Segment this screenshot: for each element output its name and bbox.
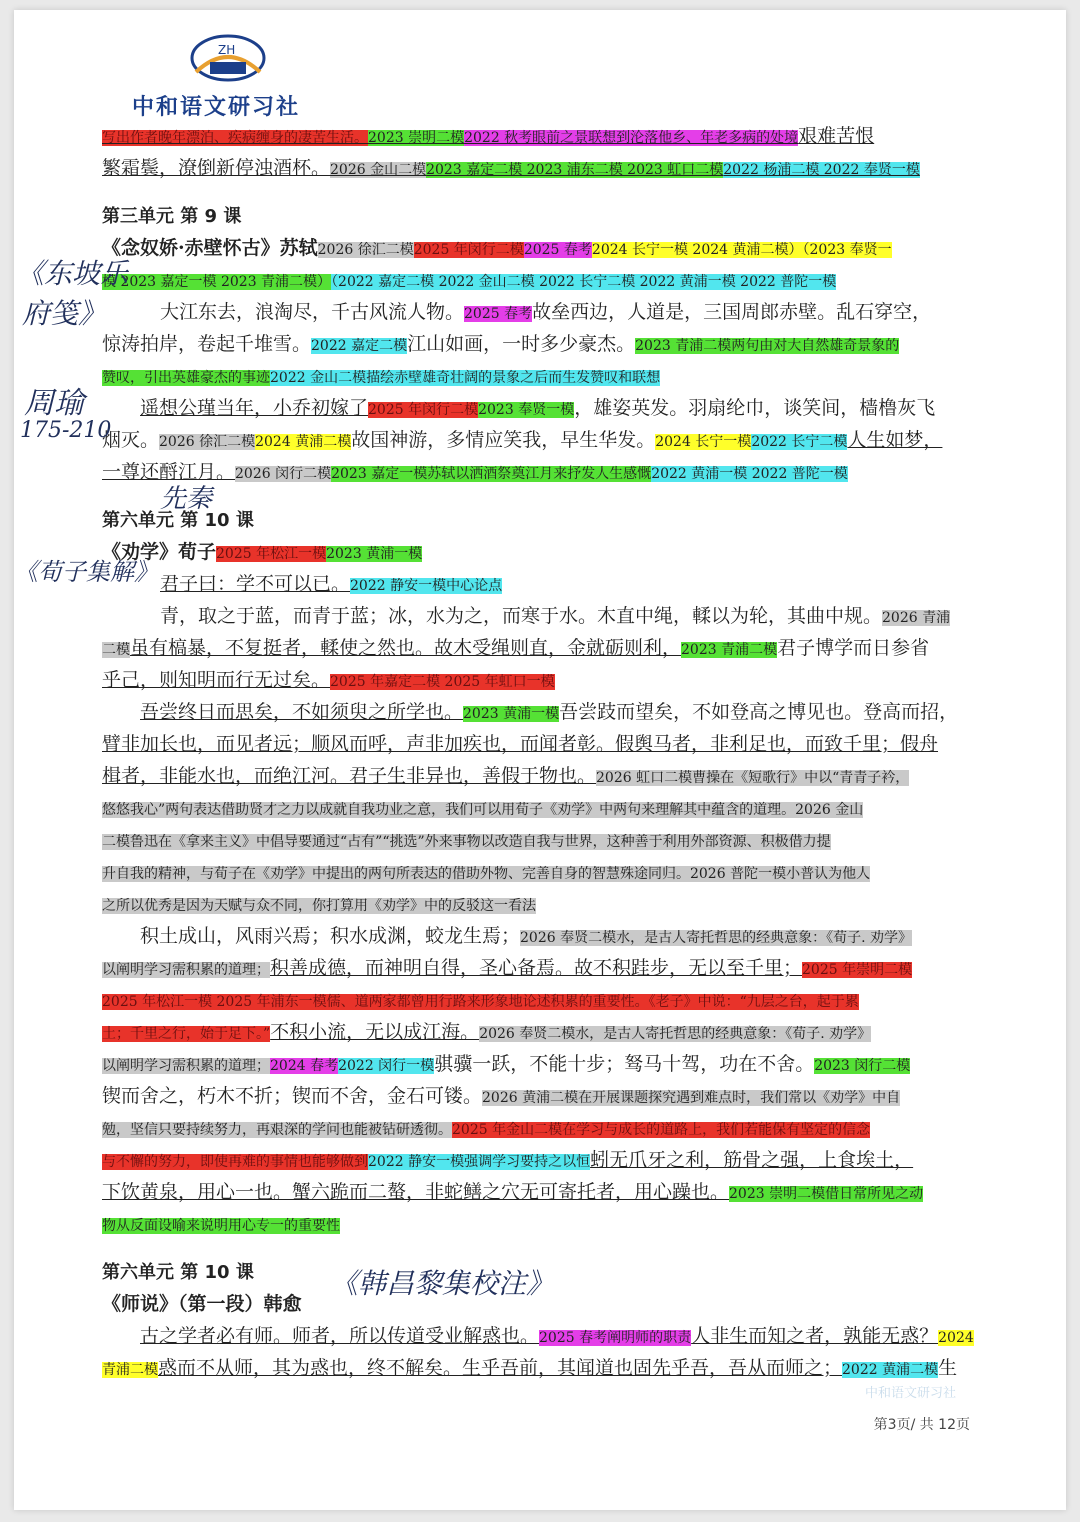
logo-badge-icon [188,32,268,88]
text-segment: 烟灭。 [102,429,160,451]
text-segment: 2025 春考阐明师的职责 [539,1330,692,1346]
text-segment: 2026 虹口二模曹操在《短歌行》中以“青青子衿， [596,770,910,786]
text-segment: 2022 长宁二模 [751,434,848,450]
text-segment: ，雄姿英发。羽扇纶巾，谈笑间，樯橹灰飞 [574,397,936,419]
text-line [102,328,978,360]
text-segment: 2025 年闵行二模 [413,242,524,258]
text-segment: 2023 青浦二模 [681,642,778,658]
text-segment: 故垒西边，人道是，三国周郎赤壁。乱石穿空， [532,301,932,323]
text-segment: 君子曰：学不可以已。 [160,573,351,595]
text-line [102,1176,978,1208]
text-line [102,392,978,424]
text-line [102,600,978,632]
text-segment: 人非生而知之者，孰能无惑？ [691,1325,939,1347]
text-segment: 遥想公瑾当年，小乔初嫁了 [140,397,369,419]
text-line [102,1352,978,1384]
text-segment: （2022 嘉定二模 2022 金山二模 2022 长宁二模 2022 黄浦一模 2022 普陀一模 [331,274,837,290]
text-line [102,792,978,824]
text-line [102,632,978,664]
section-heading: 第六单元 第 10 课 [102,510,254,531]
document-body [102,120,978,1384]
text-line [102,1048,978,1080]
text-segment: 楫者，非能水也，而绝江河。君子生非异也，善假于物也。 [102,765,597,787]
text-segment: 2026 闵行二模 [235,466,332,482]
text-segment: 以阐明学习需积累的道理； [102,962,270,978]
text-segment: 惊涛拍岸，卷起千堆雪。 [102,333,312,355]
text-segment: 不积小流，无以成江海。 [270,1021,480,1043]
text-line [102,1112,978,1144]
watermark: 中和语文研习社 [864,1386,956,1401]
text-segment: 2025 年金山二模在学习与成长的道路上，我们若能保有坚定的信念 [452,1122,871,1138]
section-heading: 第六单元 第 10 课 [102,1262,254,1283]
text-line [102,824,978,856]
text-segment: 繁霜鬓，潦倒新停浊酒杯。 [102,157,331,179]
handwritten-note: 先秦 [160,484,213,514]
text-segment: 2023 嘉定二模 2023 浦东二模 2023 虹口二模 [426,162,724,178]
text-line [102,760,978,792]
text-segment: 古之学者必有师。师者，所以传道受业解惑也。 [140,1325,540,1347]
svg-text:ZH: ZH [218,43,236,57]
text-segment: 二模鲁迅在《拿来主义》中倡导要通过“占有”“挑选”外来事物以改造自我与世界，这种善于利用外部资源、积极借力提 [102,834,831,850]
handwritten-note: 府笺》 [22,297,107,330]
text-segment: 积土成山，风雨兴焉；积水成渊，蛟龙生焉； [140,925,521,947]
text-segment: 勉，坚信只要持续努力，再艰深的学问也能被钻研透彻。 [102,1122,452,1138]
text-segment: 青，取之于蓝，而青于蓝；冰，水为之，而寒于水。木直中绳，輮以为轮，其曲中规。 [160,605,883,627]
text-segment: 2022 静安一模中心论点 [350,578,503,594]
text-segment: 虽有槁暴，不复挺者，輮使之然也。故木受绳则直，金就砺则利， [130,637,682,659]
text-segment: 积善成德，而神明自得，圣心备焉。故不积跬步，无以至千里； [270,957,803,979]
text-segment: 吾尝终日而思矣，不如须臾之所学也。 [140,701,464,723]
handwritten-note: 《荀子集解》 [14,558,158,586]
text-segment: 2025 年松江一模 2025 年浦东一模儒、道两家都曾用行路来形象地论述积累的重要性。《老子》中说：“九层之台，起于累 [102,994,859,1010]
text-segment: 以阐明学习需积累的道理； [102,1058,270,1074]
text-line [102,1144,978,1176]
text-line [102,952,978,984]
text-segment: 吾尝跂而望矣，不如登高之博见也。登高而招， [559,701,959,723]
text-segment: 乎己，则知明而行无过矣。 [102,669,331,691]
text-segment: 2025 春考 [523,242,592,258]
text-segment: 江山如画，一时多少豪杰。 [407,333,636,355]
text-segment: 大江东去，浪淘尽，千古风流人物。 [160,301,465,323]
text-segment: 2026 黄浦二模在开展课题探究遇到难点时，我们常以《劝学》中自 [482,1090,901,1106]
text-segment: 2026 徐汇二模 [317,242,414,258]
text-segment: 2023 崇明二模借日常所见之动 [729,1186,924,1202]
text-line [102,920,978,952]
text-segment: 2023 闵行二模 [814,1058,911,1074]
text-segment: 2022 杨浦二模 2022 奉贤一模 [723,162,920,178]
text-segment: 2024 长宁一模 [655,434,752,450]
text-segment: 2022 黄浦二模 [842,1362,939,1378]
text-segment: 2023 奉贤一模 [478,402,575,418]
text-line [102,1208,978,1240]
text-segment: 2026 奉贤二模水，是古人寄托哲思的经典意象：《荀子. 劝学》 [479,1026,872,1042]
text-segment: 一尊还酹江月。 [102,461,236,483]
text-segment: 2023 青浦二模两句由对大自然雄奇景象的 [635,338,900,354]
text-segment: 2026 徐汇二模 [159,434,256,450]
text-segment: 悠悠我心”两句表达借助贤才之力以成就自我功业之意，我们可以用荀子《劝学》中两句来理解其中蕴含的道理。2026 金山 [102,802,864,818]
logo-text: 中和语文研习社 [132,95,301,120]
text-segment: 写出作者晚年漂泊、疾病缠身的凄苦生活。 [102,130,368,146]
text-line [102,1320,978,1352]
text-segment: 2023 嘉定一模苏轼以洒酒祭奠江月来抒发人生感慨 [331,466,652,482]
text-line [102,696,978,728]
text-line [102,888,978,920]
text-segment: 君子博学而日参省 [777,637,930,659]
text-segment: 2025 年松江一模 [216,546,327,562]
text-segment: 2022 秋考眼前之景联想到沦落他乡、年老多病的处境 [464,130,799,146]
text-segment: 2024 黄浦二模 [255,434,352,450]
document-page [14,10,1066,1510]
lesson-title: 《念奴娇·赤壁怀古》苏轼 [102,237,318,259]
text-segment: 与不懈的努力，即使再难的事情也能够做到 [102,1154,368,1170]
text-segment: 2022 金山二模描绘赤壁雄奇壮阔的景象之后而生发赞叹和联想 [270,370,661,386]
text-line [102,456,978,488]
text-segment: 二模 [102,642,130,658]
text-segment: 2024 [938,1330,974,1346]
text-line [102,856,978,888]
text-segment: 骐骥一跃，不能十步；驽马十驾，功在不舍。 [434,1053,815,1075]
text-segment: 升自我的精神，与荀子在《劝学》中提出的两句所表达的借助外物、完善自身的智慧殊途同归。2026 普陀一模小普认为他人 [102,866,871,882]
text-segment: 2025 春考 [464,306,533,322]
text-line [102,1016,978,1048]
section-heading: 第三单元 第 9 课 [102,206,242,227]
text-segment: 之所以优秀是因为天赋与众不同，你打算用《劝学》中的反驳这一看法 [102,898,536,914]
text-line [102,1080,978,1112]
text-segment: 2023 黄浦一模 [326,546,423,562]
text-segment: 2024 长宁一模 2024 黄浦二模）（2023 奉贤一 [591,242,892,258]
text-segment: 土；千里之行，始于足下。” [102,1026,271,1042]
text-segment: 青浦二模 [102,1362,158,1378]
text-segment: 2025 年嘉定二模 2025 年虹口一模 [330,674,555,690]
text-line [102,728,978,760]
text-segment: 2022 静安一模强调学习要持之以恒 [368,1154,591,1170]
text-line [102,264,978,296]
text-segment: 惑而不从师，其为惑也，终不解矣。生乎吾前，其闻道也固先乎吾，吾从而师之； [158,1357,843,1379]
text-segment: 2025 年闵行二模 [368,402,479,418]
text-line [102,296,978,328]
text-segment: 2024 春考 [270,1058,339,1074]
text-segment: 2022 闵行一模 [338,1058,435,1074]
handwritten-note: 《东坡乐 [16,257,129,290]
text-segment: 赞叹，引出英雄豪杰的事迹 [102,370,270,386]
text-line [102,152,978,184]
text-segment: 生 [938,1357,958,1379]
lesson-title: 《劝学》荀子 [102,541,217,563]
text-segment: 艰难苦恨 [798,125,875,147]
text-line [102,120,978,152]
text-segment: 锲而舍之，朽木不折；锲而不舍，金石可镂。 [102,1085,483,1107]
text-segment: 2023 黄浦一模 [463,706,560,722]
text-line [102,664,978,696]
text-segment: 模 2023 嘉定一模 2023 青浦二模） [102,274,332,290]
text-segment: 2026 金山二模 [330,162,427,178]
text-segment: 臂非加长也，而见者远；顺风而呼，声非加疾也，而闻者彰。假舆马者，非利足也，而致千里；假舟 [102,733,939,755]
handwritten-note: 《韩昌黎集校注》 [330,1267,555,1300]
text-segment: 人生如梦， [847,429,943,451]
text-segment: 下饮黄泉，用心一也。蟹六跪而二螯，非蛇鳝之穴无可寄托者，用心躁也。 [102,1181,730,1203]
text-segment: 故国神游，多情应笑我，早生华发。 [351,429,656,451]
text-segment: 物从反面设喻来说明用心专一的重要性 [102,1218,340,1234]
text-segment: 2026 青浦 [882,610,951,626]
lesson-title-line [102,536,978,568]
page-number: 第3页/ 共 12页 [873,1417,970,1433]
text-segment: 2025 年崇明二模 [802,962,913,978]
text-line [102,360,978,392]
lesson-title: 《师说》（第一段）韩愈 [102,1293,302,1315]
text-line [102,568,978,600]
text-segment: 2022 嘉定二模 [311,338,408,354]
text-line [102,984,978,1016]
text-segment: 2026 奉贤二模水，是古人寄托哲思的经典意象：《荀子. 劝学》 [520,930,912,946]
text-line [102,424,978,456]
handwritten-note: 175-210 [20,418,112,443]
logo [132,32,362,122]
text-segment: 2023 崇明二模 [368,130,465,146]
handwritten-note: 周瑜 [24,386,84,421]
lesson-title-line [102,232,978,264]
text-segment: 2022 黄浦一模 2022 普陀一模 [651,466,848,482]
text-segment: 蚓无爪牙之利，筋骨之强，上食埃土， [590,1149,914,1171]
